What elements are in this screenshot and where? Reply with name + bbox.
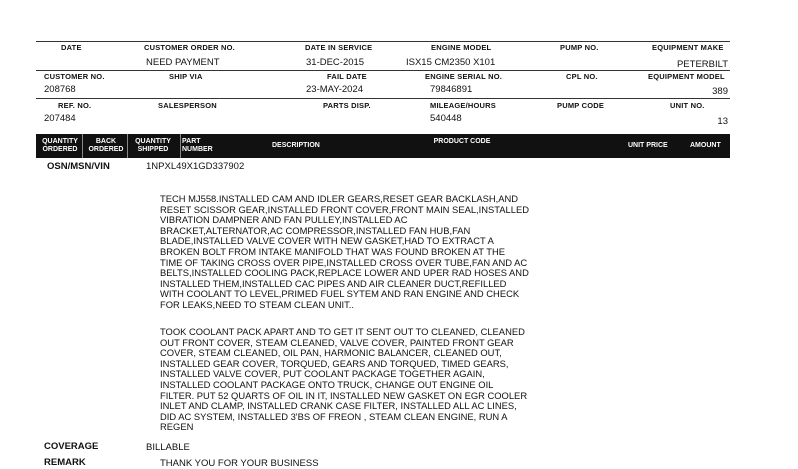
customer-order-value: NEED PAYMENT — [146, 57, 220, 68]
date-header: DATE — [61, 43, 82, 52]
remark-value: THANK YOU FOR YOUR BUSINESS — [160, 458, 319, 469]
coverage-value: BILLABLE — [146, 442, 190, 453]
fail-date-header: FAIL DATE — [327, 72, 367, 81]
row3-rule — [36, 98, 730, 99]
line-items-header-bar — [36, 134, 730, 158]
description-column: DESCRIPTION — [272, 142, 320, 149]
qty-ordered-column: QUANTITY ORDERED — [42, 138, 78, 153]
amount-column: AMOUNT — [690, 142, 721, 149]
pump-code-header: PUMP CODE — [557, 101, 605, 110]
qty-shipped-column: QUANTITY SHIPPED — [135, 138, 171, 153]
vin-label: OSN/MSN/VIN — [47, 161, 110, 172]
customer-no-value: 208768 — [44, 84, 76, 95]
salesperson-header: SALESPERSON — [158, 101, 217, 110]
equipment-model-header: EQUIPMENT MODEL — [648, 72, 725, 81]
engine-model-header: ENGINE MODEL — [431, 43, 492, 52]
fail-date-value: 23-MAY-2024 — [306, 84, 364, 95]
unit-no-value: 13 — [717, 116, 728, 127]
ref-no-header: REF. NO. — [58, 101, 92, 110]
ship-via-header: SHIP VIA — [169, 72, 203, 81]
ref-no-value: 207484 — [44, 113, 76, 124]
engine-model-value: ISX15 CM2350 X101 — [406, 57, 496, 68]
back-ordered-column: BACK ORDERED — [88, 138, 124, 153]
remark-label: REMARK — [44, 457, 86, 468]
cpl-no-header: CPL NO. — [566, 72, 598, 81]
col-divider — [127, 134, 128, 158]
row2-rule — [36, 70, 730, 71]
pump-no-header: PUMP NO. — [560, 43, 599, 52]
top-rule — [36, 41, 730, 42]
date-in-service-value: 31-DEC-2015 — [306, 57, 365, 68]
coverage-label: COVERAGE — [44, 441, 99, 452]
customer-no-header: CUSTOMER NO. — [44, 72, 105, 81]
unit-no-header: UNIT NO. — [670, 101, 705, 110]
product-code-column: PRODUCT CODE — [433, 138, 491, 145]
equipment-make-header: EQUIPMENT MAKE — [652, 43, 724, 52]
mileage-header: MILEAGE/HOURS — [430, 101, 496, 110]
part-number-column: PART NUMBER — [182, 138, 213, 153]
col-divider — [82, 134, 83, 158]
date-in-service-header: DATE IN SERVICE — [305, 43, 373, 52]
col-divider — [180, 134, 181, 158]
engine-serial-value: 79846891 — [430, 84, 473, 95]
customer-order-header: CUSTOMER ORDER NO. — [144, 43, 235, 52]
equipment-model-value: 389 — [712, 86, 728, 97]
engine-serial-header: ENGINE SERIAL NO. — [425, 72, 503, 81]
work-description-2: TOOK COOLANT PACK APART AND TO GET IT SENT OUT TO CLEANED, CLEANED OUT FRONT COVER, STEAM CLEANED, VALVE COVER, PAINTED FRONT GEAR COVER, STEAM CLEANED, OIL PAN, HARMONIC BALANCER, CLEANED OUT, INSTALLED GEAR COVER, TORQUED, GEARS AND TORQUED, TIMED GEARS, INSTALLED VALVE COVER, PUT COOLANT PACKAGE TOGETHER AGAIN, INSTALLED COOLANT PACKAGE ONTO TRUCK, CHANGE OUT ENGINE OIL FILTER. PUT 52 QUARTS OF OIL IN IT, INSTALLED NEW GASKET ON EGR COOLER INLET AND CLAMP, INSTALLED CRANK CASE FILTER, INSTALLED ALL AC LINES, DID AC SYSTEM, INSTALLED 3'BS OF FREON , STEAM CLEAN ENGINE, RUN A REGEN — [160, 326, 528, 433]
mileage-value: 540448 — [430, 113, 462, 124]
unit-price-column: UNIT PRICE — [628, 142, 668, 149]
parts-disp-header: PARTS DISP. — [323, 101, 371, 110]
equipment-make-value: PETERBILT — [676, 59, 728, 70]
vin-value: 1NPXL49X1GD337902 — [146, 161, 245, 172]
work-description-1: TECH MJ558.INSTALLED CAM AND IDLER GEARS,RESET GEAR BACKLASH,AND RESET SCISSOR GEAR,INSTALLED FRONT COVER,FRONT MAIN SEAL,INSTALLED VIBRATION DAMPNER AND FAN PULLEY,INSTALLED AC BRACKET,ALTERNATOR,AC COMPRESSOR,INSTALLED FAN HUB,FAN BLADE,INSTALLED VALVE COVER WITH NEW GASKET,HAD TO EXTRACT A BROKEN BOLT FROM INTAKE MANIFOLD THAT WAS FOUND BROKEN AT THE TIME OF TAKING CROSS OVER PIPE,INSTALLED CROSS OVER TUBE,FAN AND AC BELTS,INSTALLED COOLING PACK,REPLACE LOWER AND UPER RAD HOSES AND INSTALLED THEM,INSTALLED CAC PIPES AND AIR CLEANER DUCT,REFILLED WITH COOLANT TO LEVEL,PRIMED FUEL SYTEM AND RAN ENGINE AND CHECK FOR LEAKS,NEED TO STEAM CLEAN UNIT.. — [160, 193, 530, 310]
